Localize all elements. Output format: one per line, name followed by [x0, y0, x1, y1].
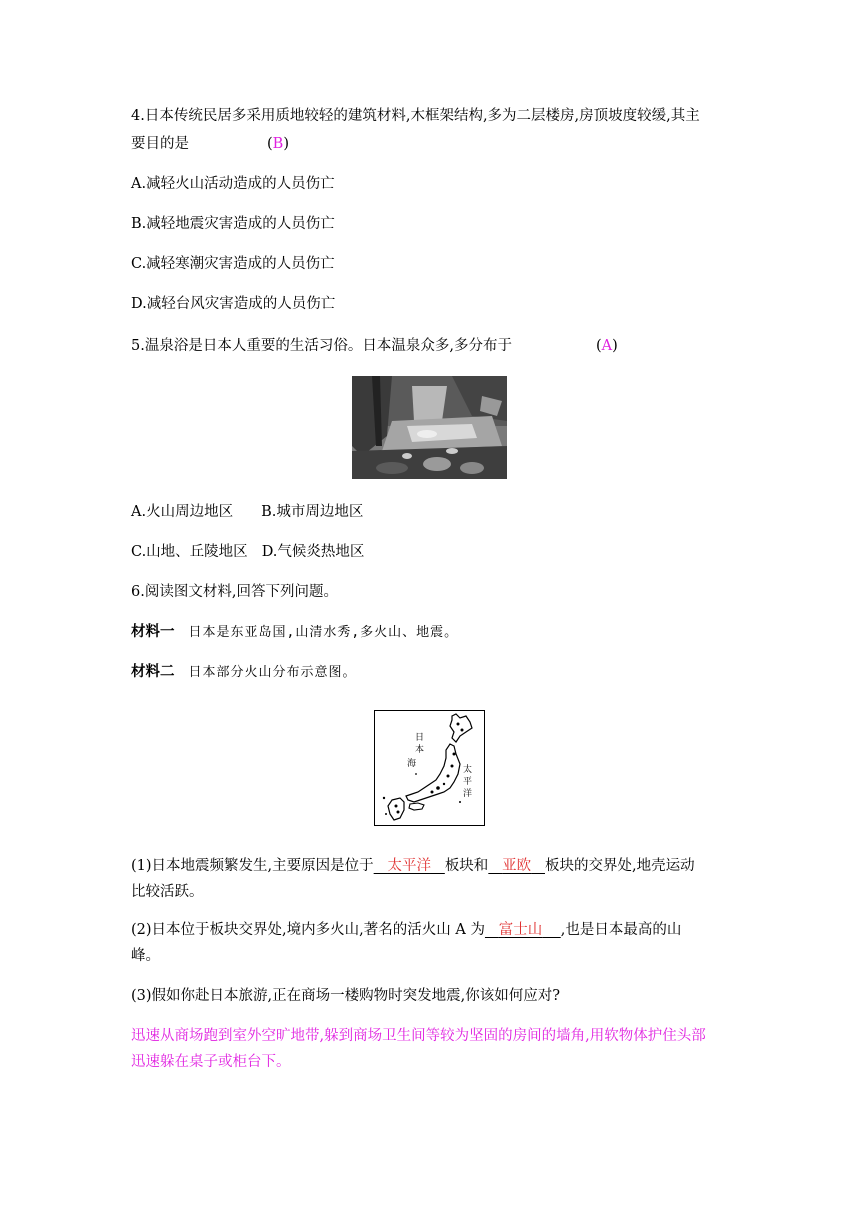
q6-sub2-line1	[131, 920, 681, 940]
q6-material2	[131, 662, 357, 683]
q5-option-b: B.城市周边地区	[261, 504, 364, 520]
q6-sub1-post: 板块的交界处,地壳运动	[544, 858, 695, 874]
q6-sub1-pre: (1)日本地震频繁发生,主要原因是位于	[131, 858, 374, 874]
q6-sub2-pre: (2)日本位于板块交界处,境内多火山,著名的活火山 A 为	[131, 922, 485, 938]
answer-plate1: 太平洋	[387, 858, 431, 874]
map-label-sea-3: 海	[407, 759, 417, 769]
map-label-sea-2: 本	[415, 745, 425, 755]
q5-options-row1	[131, 502, 363, 522]
q4-option-d: D.减轻台风灾害造成的人员伤亡	[131, 296, 336, 312]
q4-option-a: A.减轻火山活动造成的人员伤亡	[131, 176, 335, 192]
material2-text: 日本部分火山分布示意图。	[188, 665, 357, 680]
answer-blank-volcano	[485, 922, 561, 938]
hot-spring-photo	[352, 376, 507, 479]
q4-stem-text: 要目的是	[131, 136, 189, 152]
q6-sub3: (3)假如你赴日本旅游,正在商场一楼购物时突发地震,你该如何应对?	[131, 988, 561, 1004]
q5-stem: 5.温泉浴是日本人重要的生活习俗。日本温泉众多,多分布于 (A)	[131, 338, 618, 354]
q4-answer: B	[272, 136, 284, 152]
answer-plate2: 亚欧	[502, 858, 532, 874]
q4-option-c: C.减轻寒潮灾害造成的人员伤亡	[131, 256, 335, 272]
q5-option-a: A.火山周边地区	[131, 504, 234, 520]
q6-sub1-line1	[131, 856, 695, 876]
q6-sub1-line2: 比较活跃。	[131, 884, 204, 900]
material1-label: 材料一	[131, 623, 175, 640]
q6-answer-line1: 迅速从商场跑到室外空旷地带,躲到商场卫生间等较为坚固的房间的墙角,用软物体护住头部	[131, 1028, 706, 1044]
q6-stem: 6.阅读图文材料,回答下列问题。	[131, 584, 338, 600]
answer-blank-plate2	[488, 858, 545, 874]
q6-sub1-mid: 板块和	[444, 858, 489, 874]
answer-blank-plate1	[374, 858, 445, 874]
q5-answer: A	[601, 338, 613, 354]
map-label-ocean-3: 洋	[463, 789, 473, 799]
material1-text: 日本是东亚岛国,山清水秀,多火山、地震。	[188, 625, 459, 640]
q6-material1	[131, 622, 458, 643]
material2-label: 材料二	[131, 663, 175, 680]
q5-stem-text: 5.温泉浴是日本人重要的生活习俗。日本温泉众多,多分布于	[131, 338, 512, 354]
japan-volcano-map	[374, 710, 485, 826]
q6-answer-line2: 迅速躲在桌子或柜台下。	[131, 1054, 291, 1070]
q4-stem-line2: 要目的是 (B)	[131, 136, 289, 152]
map-label-ocean-1: 太	[463, 765, 473, 775]
answer-volcano: 富士山	[498, 922, 543, 938]
q6-sub2-post: ,也是日本最高的山	[560, 922, 682, 938]
q5-option-d: D.气候炎热地区	[261, 544, 365, 560]
q5-option-c: C.山地、丘陵地区	[131, 544, 248, 560]
q5-options-row2	[131, 542, 364, 562]
q6-sub2-line2: 峰。	[131, 948, 160, 964]
map-label-ocean-2: 平	[463, 777, 473, 787]
map-label-sea-1: 日	[415, 733, 425, 743]
q4-stem-line1: 4.日本传统民居多采用质地较轻的建筑材料,木框架结构,多为二层楼房,房顶坡度较缓,其主	[131, 108, 700, 124]
q4-option-b: B.减轻地震灾害造成的人员伤亡	[131, 216, 335, 232]
